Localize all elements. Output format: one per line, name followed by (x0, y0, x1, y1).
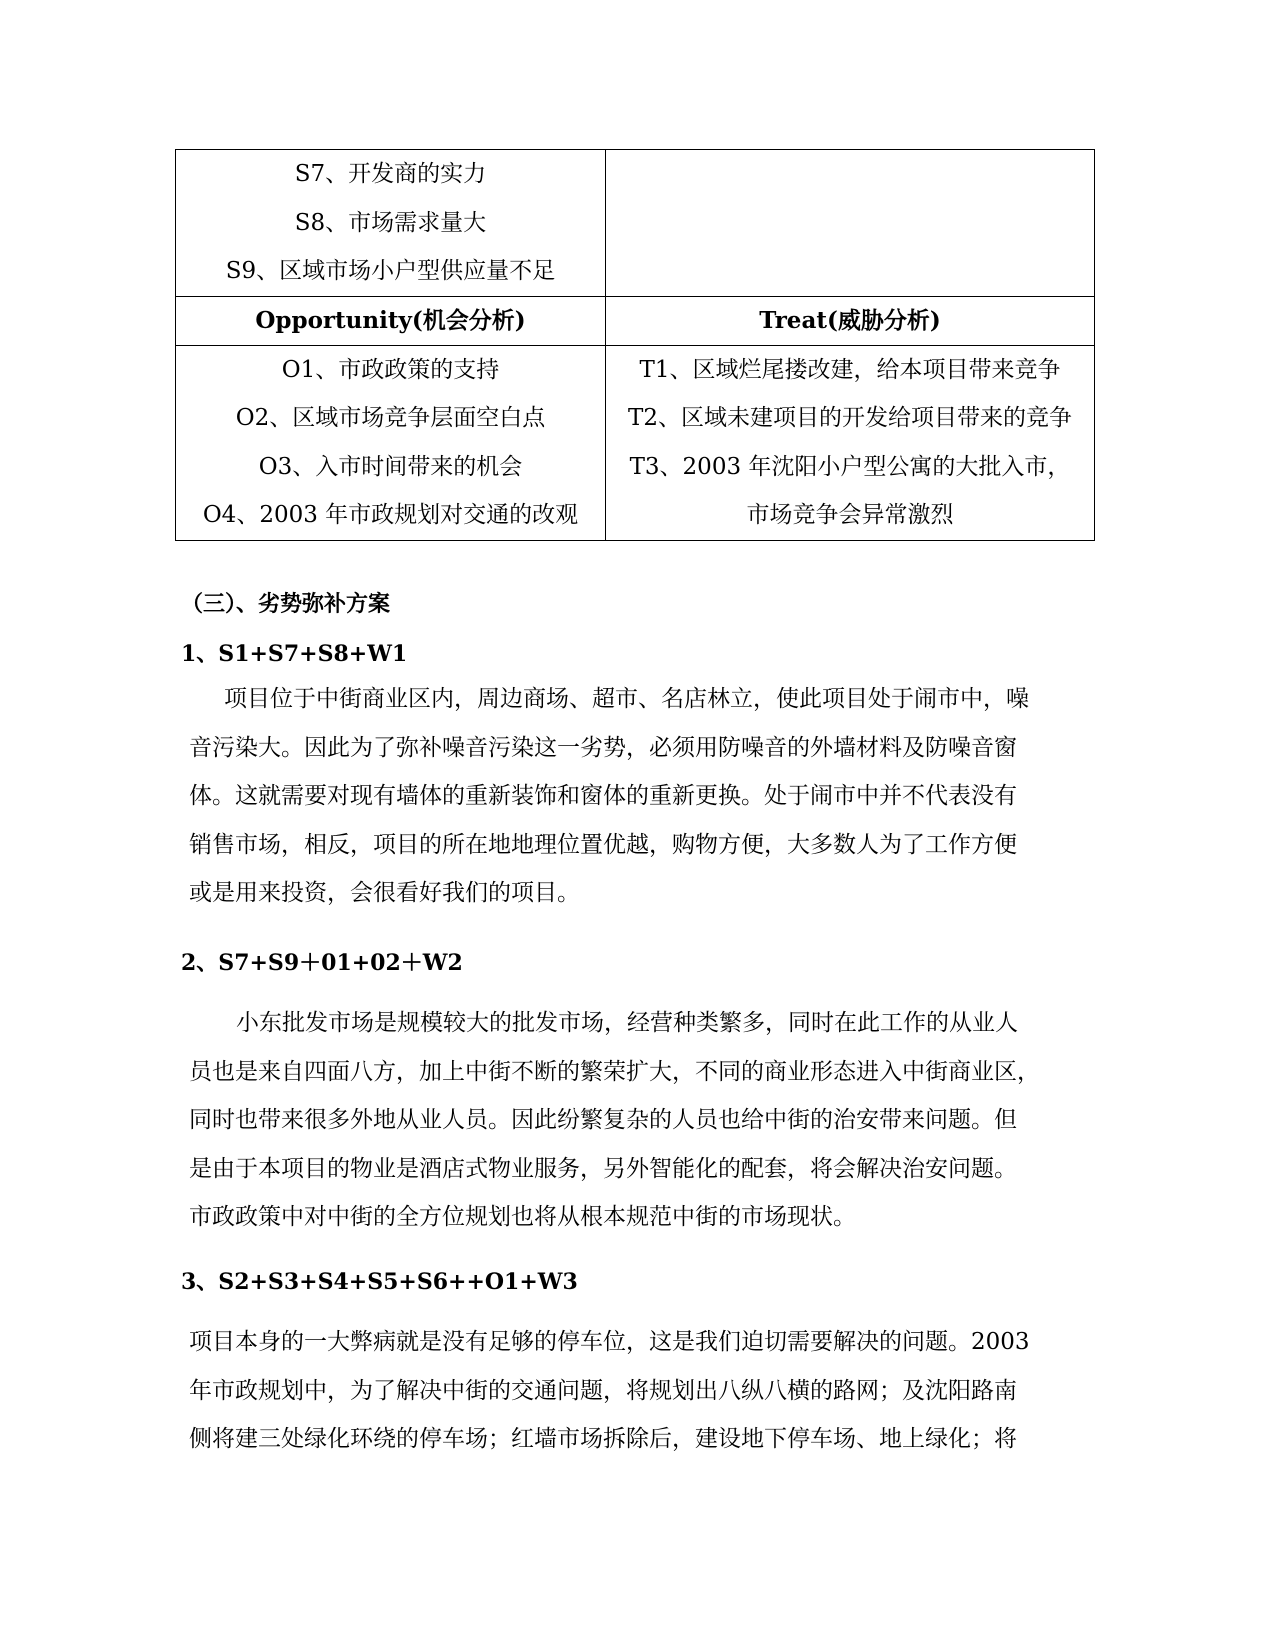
opportunity-item: O1、市政政策的支持 (281, 356, 500, 383)
weaknesses-cell (606, 150, 1095, 297)
threat-item: T3、2003 年沈阳小户型公寓的大批入市， (629, 453, 1071, 480)
swot-header-row (176, 296, 1095, 345)
opportunity-item: O3、入市时间带来的机会 (258, 453, 523, 480)
item-paragraph-2 (189, 999, 1094, 1242)
paragraph-line: 项目本身的一大弊病就是没有足够的停车位，这是我们迫切需要解决的问题。2003 (189, 1329, 1030, 1355)
threats-cell (606, 345, 1095, 540)
opportunity-item: O4、2003 年市政规划对交通的改观 (202, 502, 579, 528)
opportunity-item: O2、区域市场竞争层面空白点 (235, 405, 546, 431)
strength-item: S9、区域市场小户型供应量不足 (225, 258, 556, 284)
paragraph-line: 项目位于中街商业区内，周边商场、超市、名店林立，使此项目处于闹市中，噪 (224, 686, 1029, 712)
threat-item: T2、区域未建项目的开发给项目带来的竞争 (628, 405, 1072, 431)
item-heading-3: 3、S2+S3+S4+S5+S6++O1+W3 (181, 1269, 578, 1295)
item-paragraph-1 (189, 675, 1094, 918)
strength-item: S7、开发商的实力 (294, 161, 487, 187)
paragraph-line: 市政政策中对中街的全方位规划也将从根本规范中街的市场现状。 (189, 1204, 856, 1230)
strength-item: S8、市场需求量大 (294, 209, 487, 236)
paragraph-line: 同时也带来很多外地从业人员。因此纷繁复杂的人员也给中街的治安带来问题。但 (189, 1107, 1017, 1133)
threat-item: 市场竞争会异常激烈 (746, 502, 954, 528)
paragraph-line: 体。这就需要对现有墙体的重新装饰和窗体的重新更换。处于闹市中并不代表没有 (189, 783, 1017, 809)
opportunities-cell (176, 345, 606, 540)
opportunity-header: Opportunity(机会分析) (176, 296, 606, 345)
paragraph-line: 年市政规划中，为了解决中街的交通问题，将规划出八纵八横的路网；及沈阳路南 (189, 1377, 1017, 1404)
swot-row-opportunities-threats (176, 345, 1095, 540)
paragraph-line: 侧将建三处绿化环绕的停车场；红墙市场拆除后，建设地下停车场、地上绿化；将 (189, 1426, 1017, 1452)
paragraph-line: 员也是来自四面八方，加上中街不断的繁荣扩大，不同的商业形态进入中街商业区， (189, 1058, 1040, 1085)
strengths-cell (176, 150, 606, 297)
paragraph-line: 是由于本项目的物业是酒店式物业服务，另外智能化的配套，将会解决治安问题。 (189, 1155, 1017, 1182)
swot-table (175, 149, 1095, 541)
paragraph-line: 小东批发市场是规模较大的批发市场，经营种类繁多，同时在此工作的从业人 (236, 1010, 1018, 1036)
threat-header: Treat(威胁分析) (606, 296, 1095, 345)
threat-item: T1、区域烂尾搂改建，给本项目带来竞争 (639, 356, 1061, 383)
item-heading-1: 1、S1+S7+S8+W1 (181, 641, 408, 667)
paragraph-line: 或是用来投资，会很看好我们的项目。 (189, 880, 580, 906)
swot-row-strengths-weaknesses (176, 150, 1095, 297)
item-paragraph-3 (189, 1318, 1094, 1464)
paragraph-line: 销售市场，相反，项目的所在地地理位置优越，购物方便，大多数人为了工作方便 (189, 831, 1017, 858)
section-title: （三）、劣势弥补方案 (181, 591, 391, 617)
item-heading-2: 2、S7+S9＋01+02＋W2 (181, 950, 463, 976)
paragraph-line: 音污染大。因此为了弥补噪音污染这一劣势，必须用防噪音的外墙材料及防噪音窗 (189, 734, 1017, 761)
